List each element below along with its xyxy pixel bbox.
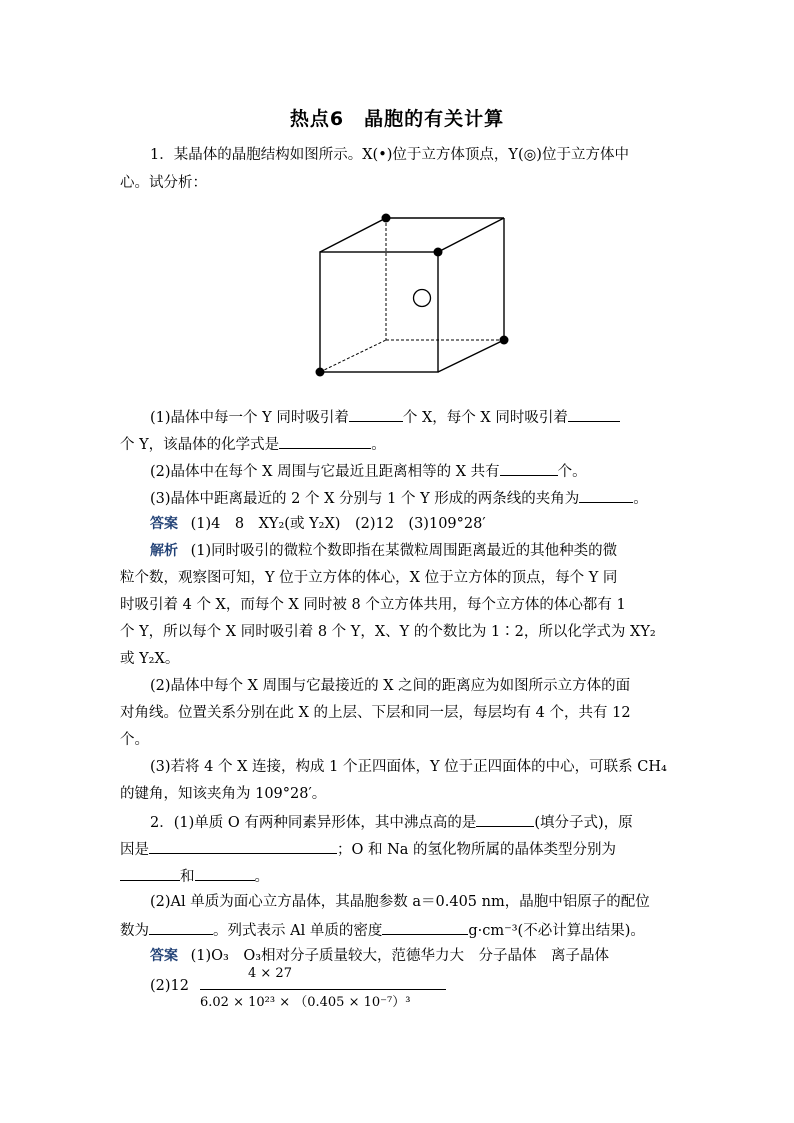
q1-answer: 答案 (1)4 8 XY₂(或 Y₂X) (2)12 (3)109°28′ (150, 516, 486, 532)
q1-part1-line2: 个 Y，该晶体的化学式是 。 (120, 433, 680, 455)
q1-analysis-line7: 对角线。位置关系分别在此 X 的上层、下层和同一层，每层均有 4 个，共有 12 (120, 705, 631, 721)
answer-label: 答案 (150, 516, 178, 532)
x-atom (316, 368, 325, 377)
q1-part3: (3)晶体中距离最近的 2 个 X 分别与 1 个 Y 形成的两条线的夹角为 。 (150, 487, 710, 509)
q1-analysis-line4: 个 Y，所以每个 X 同时吸引着 8 个 Y，X、Y 的个数比为 1∶2，所以化学式为 XY₂ (120, 624, 656, 640)
fraction-bar (200, 989, 446, 990)
formula-lead: (2)12 (150, 978, 189, 994)
cube-front-face (320, 252, 438, 372)
analysis-label: 解析 (150, 543, 178, 559)
q1-intro-line2: 心。试分析： (120, 175, 207, 191)
q2-line5: 数为 。列式表示 Al 单质的密度 g·cm⁻³(不必计算出结果)。 (120, 919, 680, 941)
q2-answer: 答案 (1)O₃ O₃相对分子质量较大，范德华力大 分子晶体 离子晶体 (150, 948, 610, 964)
answer-label: 答案 (150, 948, 178, 964)
q2-line3: 和 。 (120, 865, 680, 887)
q1-analysis-line3: 时吸引着 4 个 X，而每个 X 同时被 8 个立方体共用，每个立方体的体心都有 1 (120, 597, 626, 613)
q1-analysis-line9: (3)若将 4 个 X 连接，构成 1 个正四面体，Y 位于正四面体的中心，可联系 CH₄ (150, 759, 667, 775)
q1-part2: (2)晶体中在每个 X 周围与它最近且距离相等的 X 共有 个。 (150, 460, 710, 482)
formula-numerator: 4 × 27 (248, 966, 292, 981)
q1-analysis-line8: 个。 (120, 732, 149, 748)
x-atom (500, 336, 509, 345)
y-atom (414, 290, 431, 307)
density-formula (150, 964, 450, 1014)
q2-line1: 2．(1)单质 O 有两种同素异形体，其中沸点高的是 (填分子式)，原 (150, 811, 710, 833)
formula-denominator: 6.02 × 10²³ × （0.405 × 10⁻⁷）³ (200, 995, 411, 1010)
q1-part1-line1: (1)晶体中每一个 Y 同时吸引着 个 X，每个 X 同时吸引着 (150, 406, 710, 428)
q1-analysis-line2: 粒个数，观察图可知，Y 位于立方体的体心，X 位于立方体的顶点，每个 Y 同 (120, 570, 618, 586)
x-atom (434, 248, 443, 257)
q2-line2: 因是 ；O 和 Na 的氢化物所属的晶体类型分别为 (120, 838, 680, 860)
crystal-cell-figure (308, 210, 518, 380)
q1-analysis-line5: 或 Y₂X。 (120, 651, 180, 667)
q2-line4: (2)Al 单质为面心立方晶体，其晶胞参数 a＝0.405 nm，晶胞中铝原子的配位 (150, 894, 650, 910)
q1-intro-line1: 1．某晶体的晶胞结构如图所示。X(•)位于立方体顶点，Y(◎)位于立方体中 (150, 147, 629, 163)
page-title: 热点6 晶胞的有关计算 (289, 108, 505, 130)
q1-analysis-line10: 的键角，知该夹角为 109°28′。 (120, 786, 327, 802)
q1-analysis-line6: (2)晶体中每个 X 周围与它最接近的 X 之间的距离应为如图所示立方体的面 (150, 678, 631, 694)
x-atom (382, 214, 391, 223)
q1-analysis-line1: 解析 (1)同时吸引的微粒个数即指在某微粒周围距离最近的其他种类的微 (150, 543, 618, 559)
